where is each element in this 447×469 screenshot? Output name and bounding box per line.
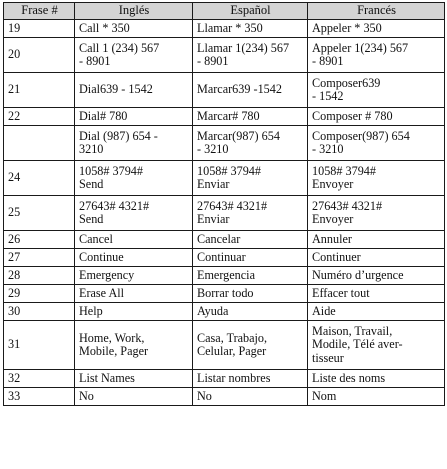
cell-french: Aide bbox=[308, 303, 445, 321]
cell-phrase-number bbox=[4, 126, 75, 161]
cell-spanish: Marcar639 -1542 bbox=[193, 73, 308, 108]
table-row bbox=[4, 267, 445, 285]
cell-phrase-number: 29 bbox=[4, 285, 75, 303]
cell-spanish: Marcar# 780 bbox=[193, 108, 308, 126]
table-body bbox=[4, 20, 445, 406]
cell-english: Dial (987) 654 - 3210 bbox=[75, 126, 193, 161]
cell-spanish: 27643# 4321# Enviar bbox=[193, 196, 308, 231]
cell-french: Liste des noms bbox=[308, 370, 445, 388]
cell-french: Numéro d’urgence bbox=[308, 267, 445, 285]
cell-phrase-number: 25 bbox=[4, 196, 75, 231]
cell-english: Erase All bbox=[75, 285, 193, 303]
cell-spanish: Llamar * 350 bbox=[193, 20, 308, 38]
header-french: Francés bbox=[308, 3, 445, 20]
table-row bbox=[4, 249, 445, 267]
cell-english: 1058# 3794# Send bbox=[75, 161, 193, 196]
cell-english: Call * 350 bbox=[75, 20, 193, 38]
cell-spanish: Llamar 1(234) 567 - 8901 bbox=[193, 38, 308, 73]
cell-french: Maison, Travail, Modile, Télé aver- tisseur bbox=[308, 321, 445, 370]
cell-phrase-number: 33 bbox=[4, 388, 75, 406]
cell-spanish: Borrar todo bbox=[193, 285, 308, 303]
cell-french: Composer639 - 1542 bbox=[308, 73, 445, 108]
cell-english: Dial# 780 bbox=[75, 108, 193, 126]
table-row bbox=[4, 108, 445, 126]
table-row bbox=[4, 161, 445, 196]
cell-english: Emergency bbox=[75, 267, 193, 285]
cell-phrase-number: 30 bbox=[4, 303, 75, 321]
table-row bbox=[4, 321, 445, 370]
table-row bbox=[4, 303, 445, 321]
cell-phrase-number: 32 bbox=[4, 370, 75, 388]
header-row bbox=[4, 3, 445, 20]
cell-spanish: Ayuda bbox=[193, 303, 308, 321]
cell-phrase-number: 26 bbox=[4, 231, 75, 249]
cell-french: Appeler * 350 bbox=[308, 20, 445, 38]
cell-spanish: No bbox=[193, 388, 308, 406]
cell-phrase-number: 27 bbox=[4, 249, 75, 267]
cell-french: Annuler bbox=[308, 231, 445, 249]
cell-english: List Names bbox=[75, 370, 193, 388]
cell-french: Continuer bbox=[308, 249, 445, 267]
header-spanish: Español bbox=[193, 3, 308, 20]
cell-spanish: Continuar bbox=[193, 249, 308, 267]
table-row bbox=[4, 73, 445, 108]
cell-english: 27643# 4321# Send bbox=[75, 196, 193, 231]
table-row bbox=[4, 370, 445, 388]
table-row bbox=[4, 285, 445, 303]
cell-phrase-number: 24 bbox=[4, 161, 75, 196]
cell-english: Call 1 (234) 567 - 8901 bbox=[75, 38, 193, 73]
cell-spanish: Casa, Trabajo, Celular, Pager bbox=[193, 321, 308, 370]
cell-french: 27643# 4321# Envoyer bbox=[308, 196, 445, 231]
cell-phrase-number: 21 bbox=[4, 73, 75, 108]
phrase-table-container bbox=[3, 2, 445, 406]
cell-english: Continue bbox=[75, 249, 193, 267]
cell-french: Composer(987) 654 - 3210 bbox=[308, 126, 445, 161]
cell-french: Nom bbox=[308, 388, 445, 406]
cell-phrase-number: 28 bbox=[4, 267, 75, 285]
header-phrase-number: Frase # bbox=[4, 3, 75, 20]
header-english: Inglés bbox=[75, 3, 193, 20]
cell-french: 1058# 3794# Envoyer bbox=[308, 161, 445, 196]
cell-phrase-number: 19 bbox=[4, 20, 75, 38]
cell-english: Cancel bbox=[75, 231, 193, 249]
cell-phrase-number: 31 bbox=[4, 321, 75, 370]
table-row bbox=[4, 126, 445, 161]
cell-spanish: 1058# 3794# Enviar bbox=[193, 161, 308, 196]
cell-french: Composer # 780 bbox=[308, 108, 445, 126]
cell-english: No bbox=[75, 388, 193, 406]
cell-spanish: Marcar(987) 654 - 3210 bbox=[193, 126, 308, 161]
cell-english: Home, Work, Mobile, Pager bbox=[75, 321, 193, 370]
table-header bbox=[4, 3, 445, 20]
cell-english: Dial639 - 1542 bbox=[75, 73, 193, 108]
phrase-table bbox=[3, 2, 445, 406]
cell-spanish: Listar nombres bbox=[193, 370, 308, 388]
table-row bbox=[4, 38, 445, 73]
cell-phrase-number: 20 bbox=[4, 38, 75, 73]
cell-spanish: Emergencia bbox=[193, 267, 308, 285]
cell-french: Appeler 1(234) 567 - 8901 bbox=[308, 38, 445, 73]
cell-english: Help bbox=[75, 303, 193, 321]
cell-phrase-number: 22 bbox=[4, 108, 75, 126]
table-row bbox=[4, 388, 445, 406]
table-row bbox=[4, 196, 445, 231]
table-row bbox=[4, 231, 445, 249]
table-row bbox=[4, 20, 445, 38]
cell-french: Effacer tout bbox=[308, 285, 445, 303]
cell-spanish: Cancelar bbox=[193, 231, 308, 249]
